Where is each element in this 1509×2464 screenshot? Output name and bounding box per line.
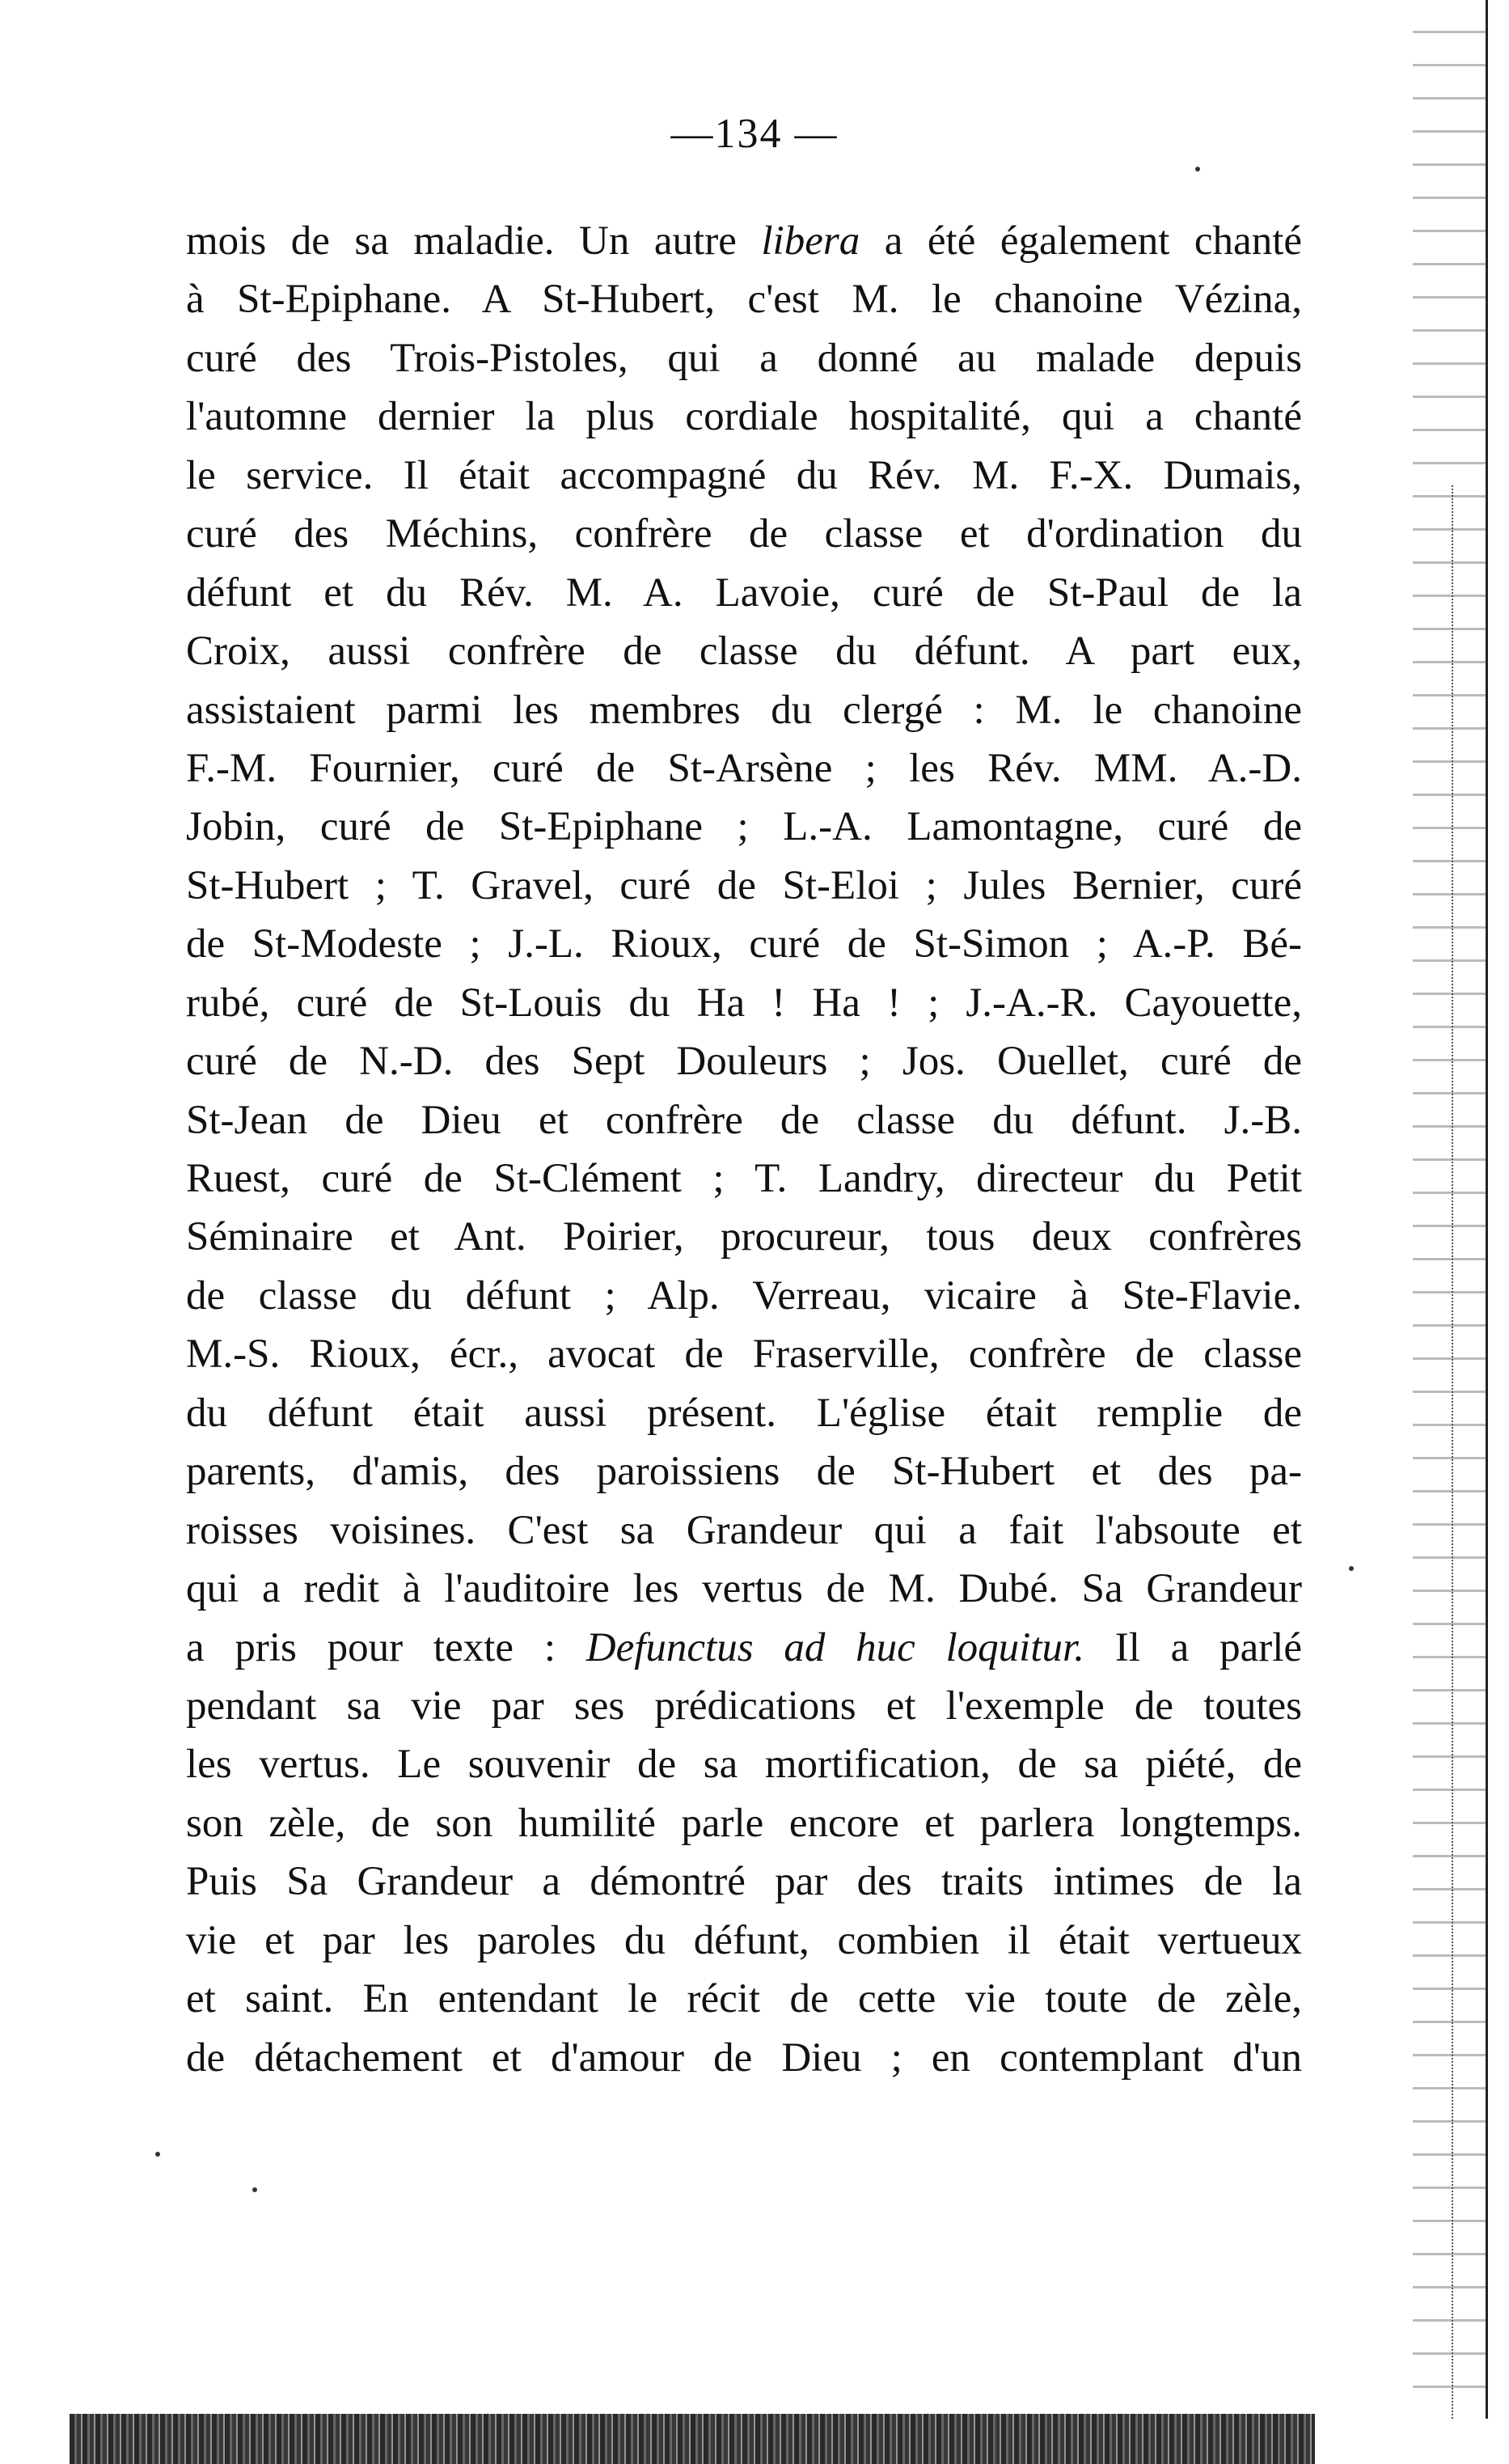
text-line: F.-M. Fournier, curé de St-Arsène ; les Rév. MM. A.-D.: [186, 745, 1302, 791]
text-line: à St-Epiphane. A St-Hubert, c'est M. le chanoine Vézina,: [186, 277, 1302, 323]
text-line: St-Hubert ; T. Gravel, curé de St-Eloi ; Jules Bernier, curé: [186, 862, 1302, 908]
text-line: rubé, curé de St-Louis du Ha ! Ha ! ; J.-A.-R. Cayouette,: [186, 980, 1302, 1026]
text-line: de classe du défunt ; Alp. Verreau, vicaire à Ste-Flavie.: [186, 1272, 1302, 1319]
text-line: son zèle, de son humilité parle encore et parlera longtemps.: [186, 1800, 1302, 1846]
text-line: curé des Trois-Pistoles, qui a donné au malade depuis: [186, 335, 1302, 381]
bottom-scan-artifact: [70, 2414, 1315, 2464]
text-line: parents, d'amis, des paroissiens de St-Hubert et des pa-: [186, 1449, 1302, 1495]
italic-word: libera: [761, 218, 860, 264]
text-line: a pris pour texte : Defunctus ad huc loquitur. Il a parlé: [186, 1624, 1302, 1670]
text-line: Jobin, curé de St-Epiphane ; L.-A. Lamontagne, curé de: [186, 804, 1302, 850]
text-line: assistaient parmi les membres du clergé : M. le chanoine: [186, 687, 1302, 733]
text-line: vie et par les paroles du défunt, combien il était vertueux: [186, 1917, 1302, 1963]
page-binding-edge: [1413, 0, 1488, 2419]
text-line: du défunt était aussi présent. L'église était remplie de: [186, 1390, 1302, 1436]
text-line: défunt et du Rév. M. A. Lavoie, curé de St-Paul de la: [186, 569, 1302, 616]
text-line: M.-S. Rioux, écr., avocat de Fraserville, confrère de classe: [186, 1331, 1302, 1378]
text-line: mois de sa maladie. Un autre libera a été également chanté: [186, 218, 1303, 264]
text-line: l'automne dernier la plus cordiale hospitalité, qui a chanté: [186, 394, 1302, 440]
text-line: curé de N.-D. des Sept Douleurs ; Jos. Ouellet, curé de: [186, 1039, 1302, 1085]
text-line: les vertus. Le souvenir de sa mortification, de sa piété, de: [186, 1742, 1302, 1788]
text-line: le service. Il était accompagné du Rév. M. F.-X. Dumais,: [186, 452, 1302, 498]
body-text: [186, 212, 1302, 2087]
text-line: roisses voisines. C'est sa Grandeur qui a fait l'absoute et: [186, 1507, 1302, 1553]
text-line: de St-Modeste ; J.-L. Rioux, curé de St-Simon ; A.-P. Bé-: [186, 921, 1302, 967]
binding-shadow: [1452, 485, 1486, 2419]
text-line: curé des Méchins, confrère de classe et d'ordination du: [186, 511, 1302, 557]
ink-speck: [155, 2152, 160, 2157]
text-line: Séminaire et Ant. Poirier, procureur, tous deux confrères: [186, 1214, 1302, 1260]
text-line: de détachement et d'amour de Dieu ; en contemplant d'un: [186, 2034, 1302, 2081]
text-line: qui a redit à l'auditoire les vertus de M. Dubé. Sa Grandeur: [186, 1566, 1302, 1612]
ink-speck: [1195, 167, 1200, 171]
text-line: Ruest, curé de St-Clément ; T. Landry, directeur du Petit: [186, 1156, 1302, 1201]
ink-speck: [252, 2187, 257, 2192]
text-line: et saint. En entendant le récit de cette vie toute de zèle,: [186, 1976, 1302, 2022]
text-line: pendant sa vie par ses prédications et l'exemple de toutes: [186, 1683, 1302, 1729]
italic-quote: Defunctus ad huc loquitur.: [585, 1624, 1084, 1670]
text-line: St-Jean de Dieu et confrère de classe du défunt. J.-B.: [186, 1097, 1302, 1143]
ink-speck: [1349, 1566, 1354, 1571]
text-line: Puis Sa Grandeur a démontré par des traits intimes de la: [186, 1859, 1302, 1905]
page-number: —134 —: [670, 111, 839, 157]
text-line: Croix, aussi confrère de classe du défunt. A part eux,: [186, 629, 1302, 675]
